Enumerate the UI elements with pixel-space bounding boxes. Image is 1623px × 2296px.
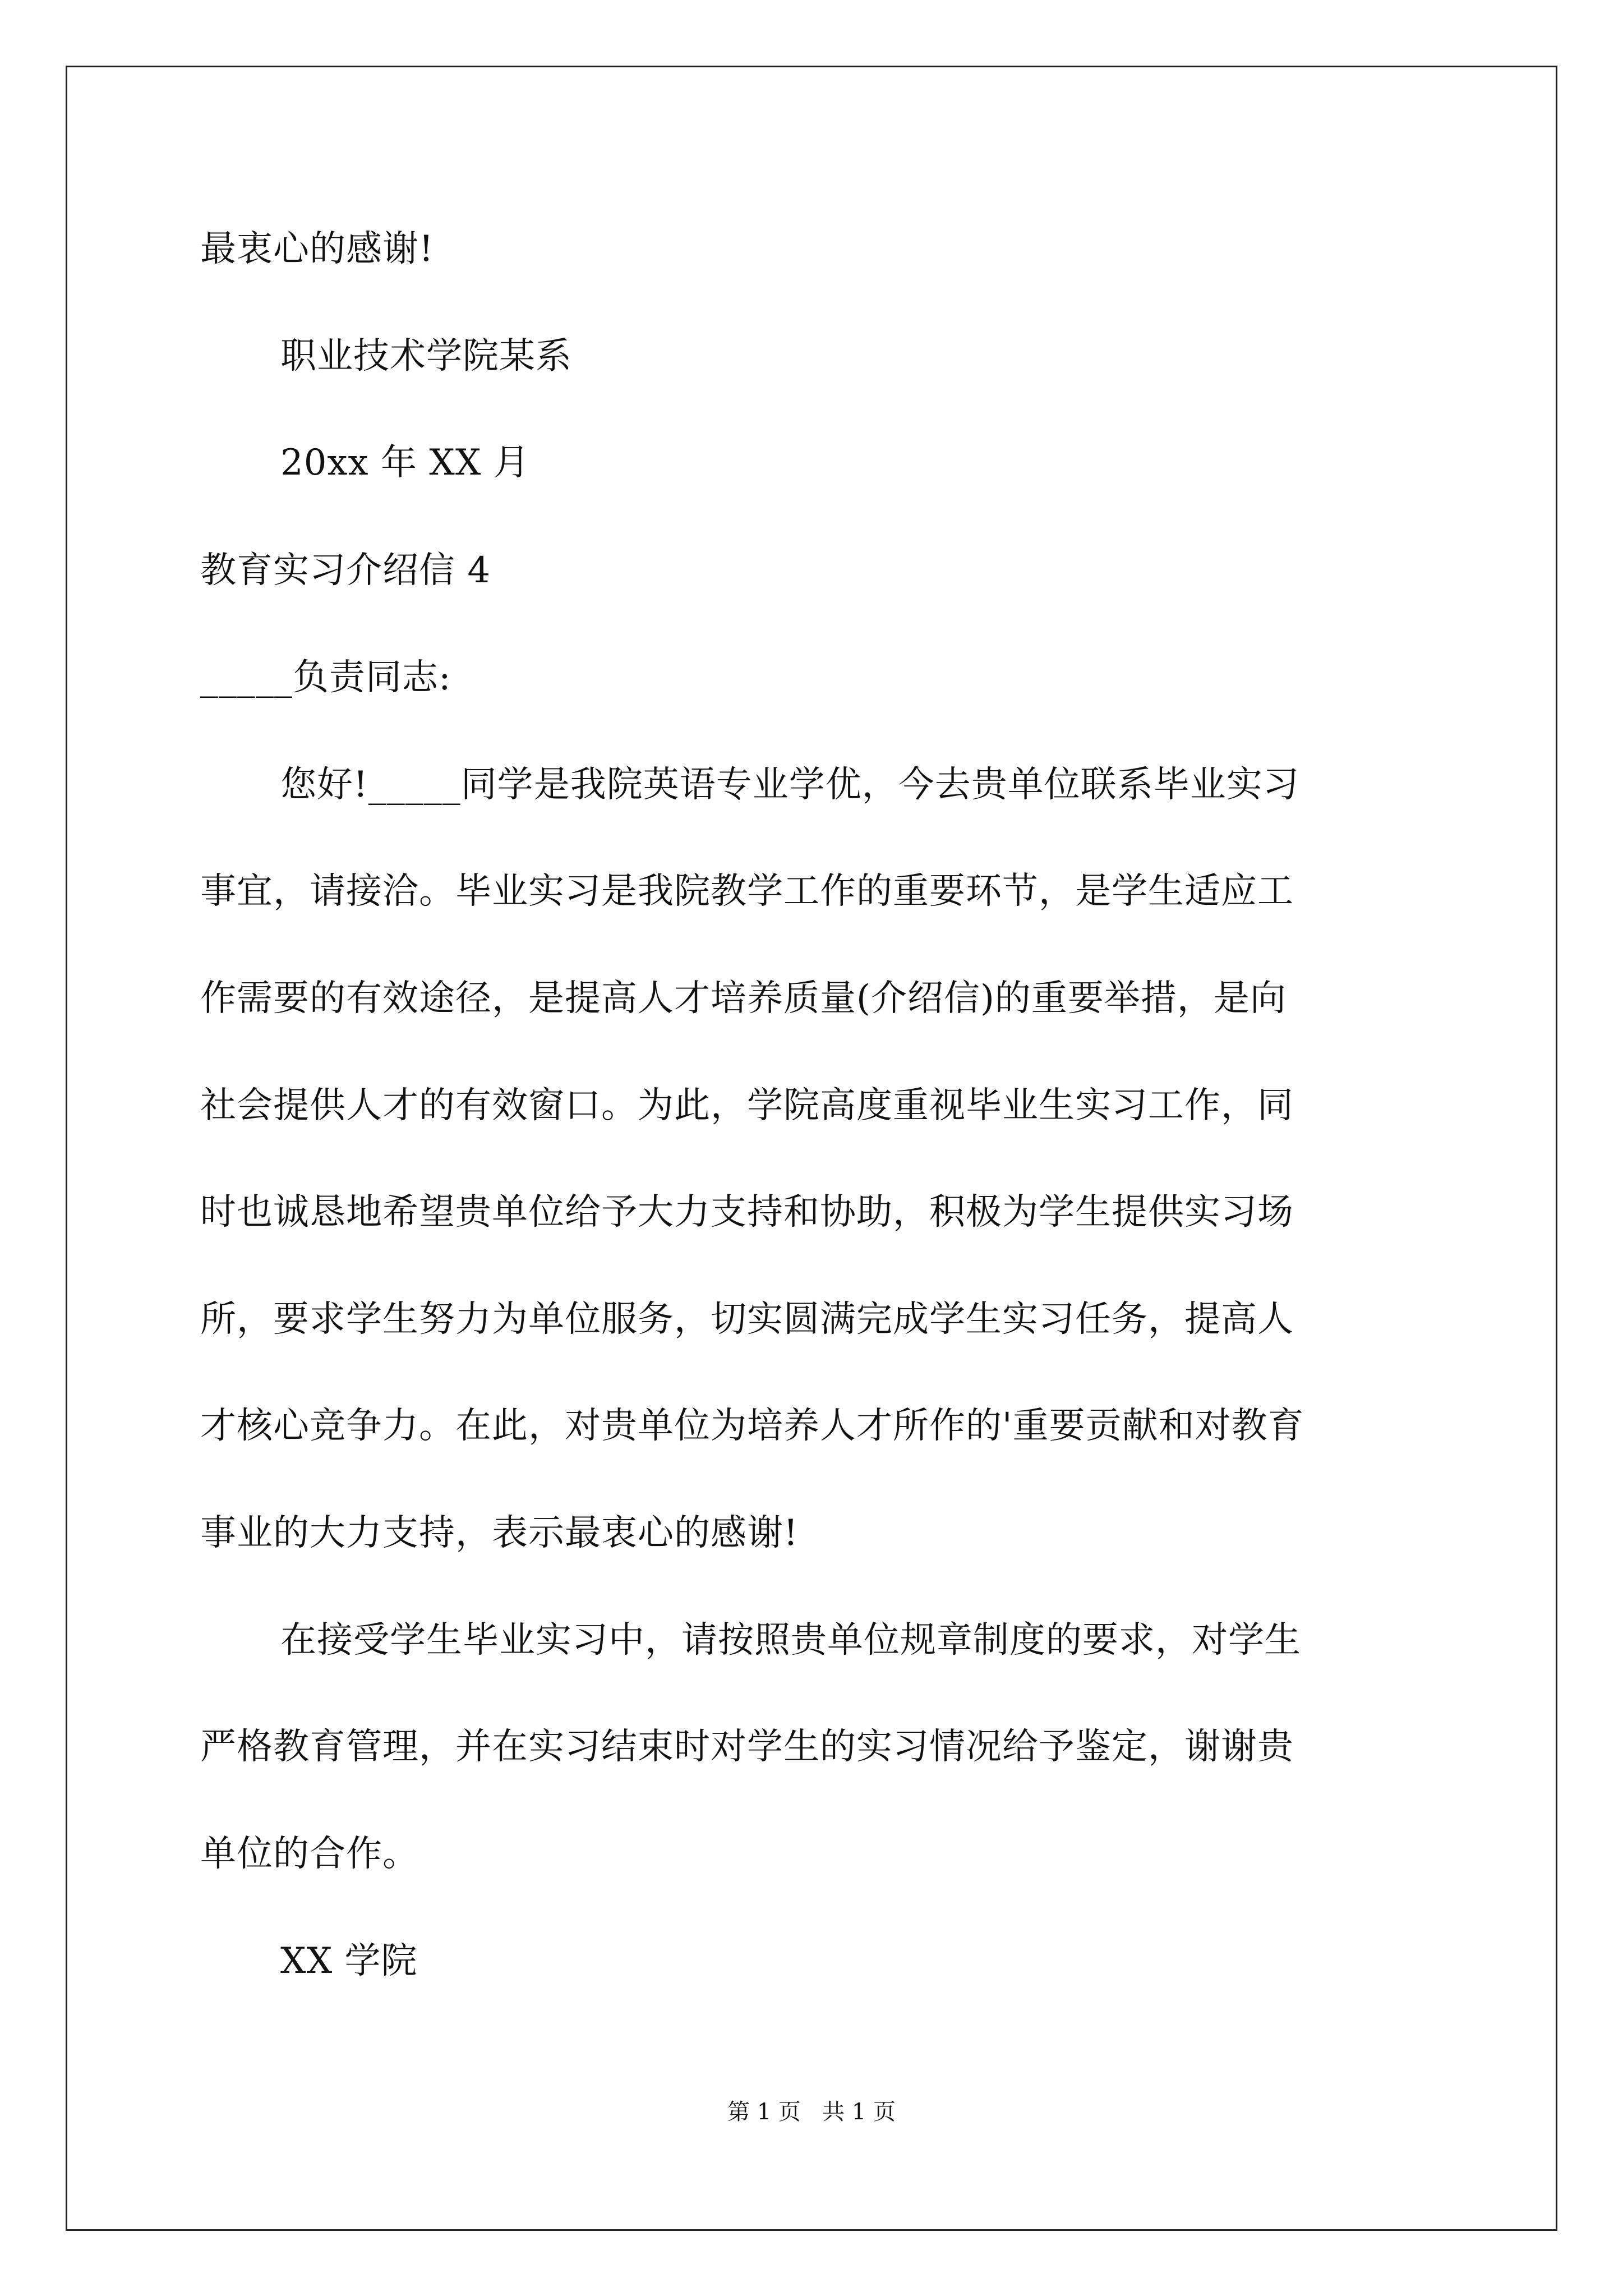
sender-institution: 职业技术学院某系 — [280, 335, 572, 377]
signature-institution: XX 学院 — [280, 1940, 418, 1982]
body-line: 作需要的有效途径，是提高人才培养质量(介绍信)的重要举措，是向 — [200, 978, 1287, 1019]
page-border — [66, 66, 1557, 2231]
body-line: 所，要求学生努力为单位服务，切实圆满完成学生实习任务，提高人 — [200, 1299, 1294, 1340]
body-line: 您好!_____同学是我院英语专业学优，今去贵单位联系毕业实习 — [280, 764, 1299, 806]
body-line: 在接受学生毕业实习中，请按照贵单位规章制度的要求，对学生 — [280, 1619, 1301, 1661]
page-number-footer: 第 1 页 共 1 页 — [727, 2099, 896, 2125]
body-line: 事业的大力支持，表示最衷心的感谢! — [200, 1512, 799, 1554]
body-line: 时也诚恳地希望贵单位给予大力支持和协助，积极为学生提供实习场 — [200, 1191, 1294, 1233]
letter-title: 教育实习介绍信 4 — [200, 550, 491, 591]
body-line: 事宜，请接洽。毕业实习是我院教学工作的重要环节，是学生适应工 — [200, 871, 1294, 912]
body-line: 严格教育管理，并在实习结束时对学生的实习情况给予鉴定，谢谢贵 — [200, 1726, 1294, 1768]
body-line: 社会提供人才的有效窗口。为此，学院高度重视毕业生实习工作，同 — [200, 1085, 1294, 1126]
closing-thanks-line: 最衷心的感谢! — [200, 228, 434, 270]
body-line: 单位的合作。 — [200, 1833, 419, 1875]
salutation: _____负责同志: — [200, 657, 451, 698]
sender-date: 20xx 年 XX 月 — [280, 442, 530, 484]
body-line: 才核心竞争力。在此，对贵单位为培养人才所作的'重要贡献和对教育 — [200, 1405, 1304, 1447]
